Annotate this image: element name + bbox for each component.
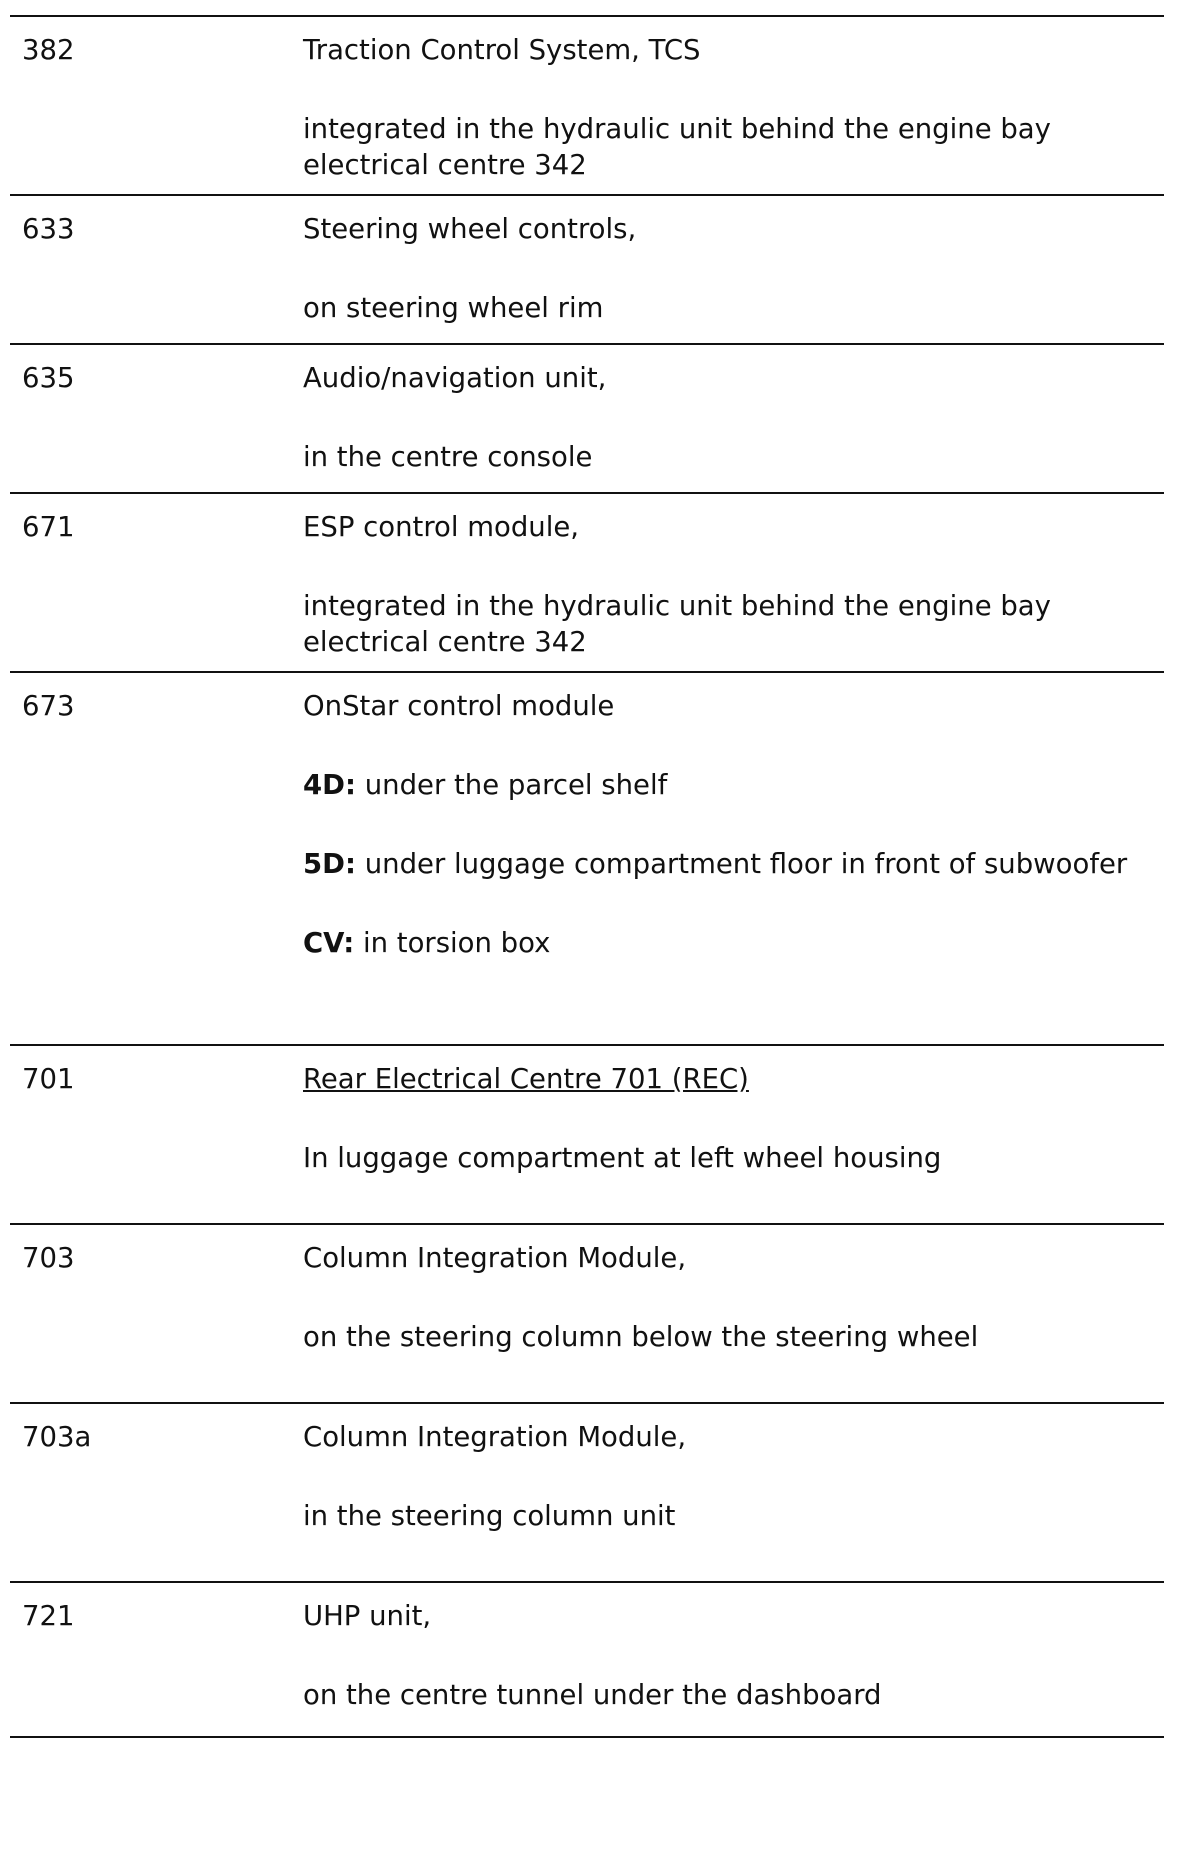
table-row (10, 194, 1164, 343)
table-row (10, 492, 1164, 671)
component-title: ESP control module, (303, 511, 580, 543)
component-location (303, 111, 1143, 183)
location-text: in the centre console (303, 441, 593, 473)
table-row (10, 671, 1164, 1044)
location-text: in torsion box (354, 927, 551, 959)
component-location (303, 1498, 1143, 1534)
component-description (303, 32, 1143, 183)
location-text: In luggage compartment at left wheel housing (303, 1142, 942, 1174)
body-variant-label: CV: (303, 927, 355, 959)
component-location (303, 1677, 1143, 1713)
location-text: on steering wheel rim (303, 292, 604, 324)
table-row (10, 343, 1164, 492)
component-location (303, 439, 1143, 475)
component-description (303, 1061, 1143, 1176)
component-description (303, 211, 1143, 326)
component-code: 633 (22, 213, 75, 245)
table-row (10, 1581, 1164, 1736)
body-variant-label: 5D: (303, 848, 356, 880)
location-text: in the steering column unit (303, 1500, 676, 1532)
component-location-table (10, 0, 1164, 1738)
table-row (10, 15, 1164, 194)
component-code: 673 (22, 690, 75, 722)
component-title: Column Integration Module, (303, 1242, 687, 1274)
component-title: Column Integration Module, (303, 1421, 687, 1453)
table-row (10, 1044, 1164, 1223)
component-description (303, 360, 1143, 475)
component-description (303, 688, 1143, 961)
body-variant-label: 4D: (303, 769, 356, 801)
component-title: Audio/navigation unit, (303, 362, 607, 394)
component-code: 382 (22, 34, 75, 66)
component-location (303, 1140, 1143, 1176)
component-title: OnStar control module (303, 690, 615, 722)
component-code: 721 (22, 1600, 75, 1632)
component-location (303, 588, 1143, 660)
component-code: 671 (22, 511, 75, 543)
component-description (303, 1240, 1143, 1355)
location-text: integrated in the hydraulic unit behind the engine bay electrical centre 342 (303, 590, 1051, 658)
component-location (303, 846, 1143, 882)
component-title: Traction Control System, TCS (303, 34, 701, 66)
location-text: on the centre tunnel under the dashboard (303, 1679, 882, 1711)
component-code: 701 (22, 1063, 75, 1095)
component-title: Steering wheel controls, (303, 213, 637, 245)
table-bottom-rule (10, 1736, 1164, 1738)
component-description (303, 509, 1143, 660)
component-code: 703a (22, 1421, 92, 1453)
component-description (303, 1419, 1143, 1534)
component-description (303, 1598, 1143, 1713)
table-row (10, 1402, 1164, 1581)
table-row (10, 1223, 1164, 1402)
component-location (303, 925, 1143, 961)
location-text: under luggage compartment floor in front of subwoofer (355, 848, 1128, 880)
location-text: integrated in the hydraulic unit behind the engine bay electrical centre 342 (303, 113, 1051, 181)
component-location (303, 767, 1143, 803)
location-text: on the steering column below the steering wheel (303, 1321, 979, 1353)
component-code: 635 (22, 362, 75, 394)
component-code: 703 (22, 1242, 75, 1274)
component-location (303, 290, 1143, 326)
rear-electrical-centre-link[interactable]: Rear Electrical Centre 701 (REC) (303, 1063, 749, 1095)
component-location (303, 1319, 1143, 1355)
location-text: under the parcel shelf (355, 769, 668, 801)
component-title: UHP unit, (303, 1600, 432, 1632)
